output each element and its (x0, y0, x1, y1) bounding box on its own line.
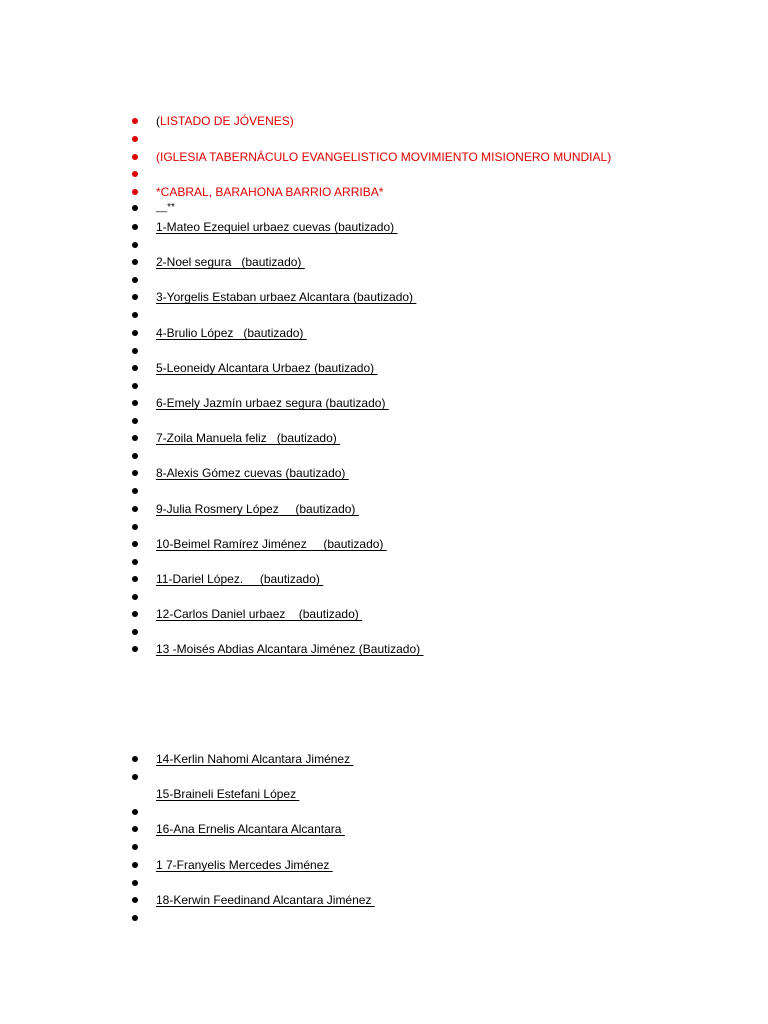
bullet-icon (132, 559, 138, 565)
header-location-row (132, 184, 384, 200)
marker-row (132, 201, 175, 215)
bullet-icon (132, 312, 138, 318)
bullet-icon (132, 897, 138, 903)
header-church-row (132, 149, 612, 165)
bullet-icon (132, 844, 138, 850)
list-item-text: 14-Kerlin Nahomi Alcantara Jiménez (156, 752, 354, 766)
list-item-text: 7-Zoila Manuela feliz (bautizado) (156, 431, 341, 445)
empty-row (132, 131, 145, 147)
list-item-text: 8-Alexis Gómez cuevas (bautizado) (156, 466, 349, 480)
bullet-icon (132, 277, 138, 283)
bullet-icon (132, 506, 138, 512)
list-item-text: 2-Noel segura (bautizado) (156, 255, 305, 269)
bullet-icon (132, 880, 138, 886)
bullet-icon (132, 541, 138, 547)
bullet-icon (132, 646, 138, 652)
list-item-text: 3-Yorgelis Estaban urbaez Alcantara (bautizado) (156, 290, 417, 304)
bullet-icon (132, 809, 138, 815)
bullet-icon (132, 294, 138, 300)
bullet-icon (132, 348, 138, 354)
bullet-icon (132, 862, 138, 868)
header-title-row (132, 113, 294, 129)
bullet-icon (132, 171, 138, 177)
bullet-icon (132, 435, 138, 441)
list-item-text: 15-Braineli Estefani López (156, 787, 300, 801)
bullet-icon (132, 576, 138, 582)
bullet-icon (132, 826, 138, 832)
bullet-icon (132, 453, 138, 459)
list-item-text: 1-Mateo Ezequiel urbaez cuevas (bautizado) (156, 220, 398, 234)
bullet-icon (132, 136, 138, 142)
list-item-text: 12-Carlos Daniel urbaez (bautizado) (156, 607, 363, 621)
bullet-icon (132, 242, 138, 248)
list-item-text: 6-Emely Jazmín urbaez segura (bautizado) (156, 396, 389, 410)
bullet-icon (132, 365, 138, 371)
list-item-text: 13 -Moisés Abdias Alcantara Jiménez (Bautizado) (156, 642, 424, 656)
list-item-text: 18-Kerwin Feedinand Alcantara Jiménez (156, 893, 375, 907)
header-title-text: LISTADO DE JÓVENES) (160, 114, 294, 128)
location-text: *CABRAL, BARAHONA BARRIO ARRIBA* (156, 185, 384, 199)
bullet-icon (132, 629, 138, 635)
list-item-text: 11-Dariel López. (bautizado) (156, 572, 324, 586)
bullet-icon (132, 383, 138, 389)
bullet-icon (132, 418, 138, 424)
empty-row (132, 166, 145, 182)
bullet-icon (132, 774, 138, 780)
bullet-icon (132, 915, 138, 921)
bullet-icon (132, 189, 138, 195)
header-open-paren: ( (156, 114, 160, 128)
list-item-text: 4-Brulio López (bautizado) (156, 326, 307, 340)
list-item-text: 10-Beimel Ramírez Jiménez (bautizado) (156, 537, 387, 551)
bullet-icon (132, 259, 138, 265)
bullet-icon (132, 224, 138, 230)
header-title (156, 113, 294, 129)
bullet-icon (132, 488, 138, 494)
list-item-text: 9-Julia Rosmery López (bautizado) (156, 502, 359, 516)
bullet-icon (132, 118, 138, 124)
bullet-icon (132, 594, 138, 600)
bullet-icon (132, 524, 138, 530)
bullet-icon (132, 205, 138, 211)
list-item-text: 5-Leoneidy Alcantara Urbaez (bautizado) (156, 361, 378, 375)
bullet-icon (132, 400, 138, 406)
list-item-text: 1 7-Franyelis Mercedes Jiménez (156, 858, 333, 872)
bullet-icon (132, 756, 138, 762)
marker-text: __** (156, 202, 175, 213)
bullet-icon (132, 611, 138, 617)
bullet-icon (132, 470, 138, 476)
bullet-icon (132, 154, 138, 160)
bullet-icon (132, 330, 138, 336)
list-item-text: 16-Ana Ernelis Alcantara Alcantara (156, 822, 345, 836)
church-name: (IGLESIA TABERNÁCULO EVANGELISTICO MOVIMIENTO MISIONERO MUNDIAL) (156, 150, 612, 164)
